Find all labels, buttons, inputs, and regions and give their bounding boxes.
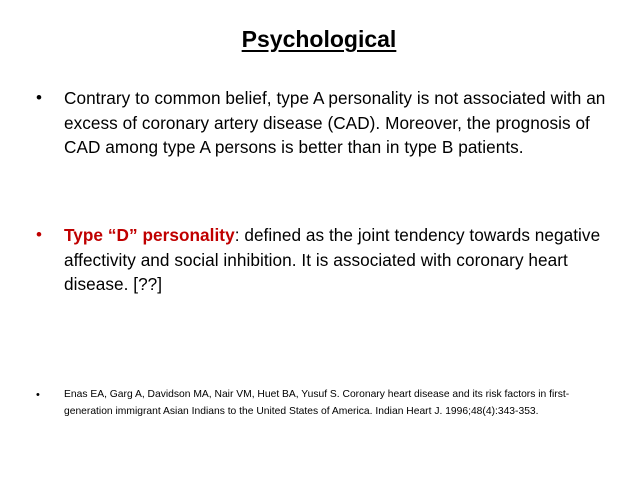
bullet-body: : defined as the joint tendency towards negative affectivity and social inhibition. It is associated with coronary heart disease. [??] bbox=[64, 225, 601, 294]
slide-title: Psychological bbox=[241, 26, 397, 52]
bullet-text bbox=[64, 223, 616, 297]
bullet-marker: • bbox=[36, 225, 42, 244]
bullet-text: Contrary to common belief, type A personality is not associated with an excess of coronary artery disease (CAD). Moreover, the prognosis of CAD among type A persons is better than in type B patients. bbox=[64, 88, 606, 157]
bullet-marker: • bbox=[36, 389, 40, 401]
bullet-highlight: Type “D” personality bbox=[64, 225, 235, 245]
bullet-marker: • bbox=[36, 88, 42, 107]
reference-citation: Enas EA, Garg A, Davidson MA, Nair VM, Huet BA, Yusuf S. Coronary heart disease and its risk factors in first-generation immigrant Asian Indians to the United States of America. Indian Heart J. 1996;48(4):343-353. bbox=[64, 389, 570, 417]
